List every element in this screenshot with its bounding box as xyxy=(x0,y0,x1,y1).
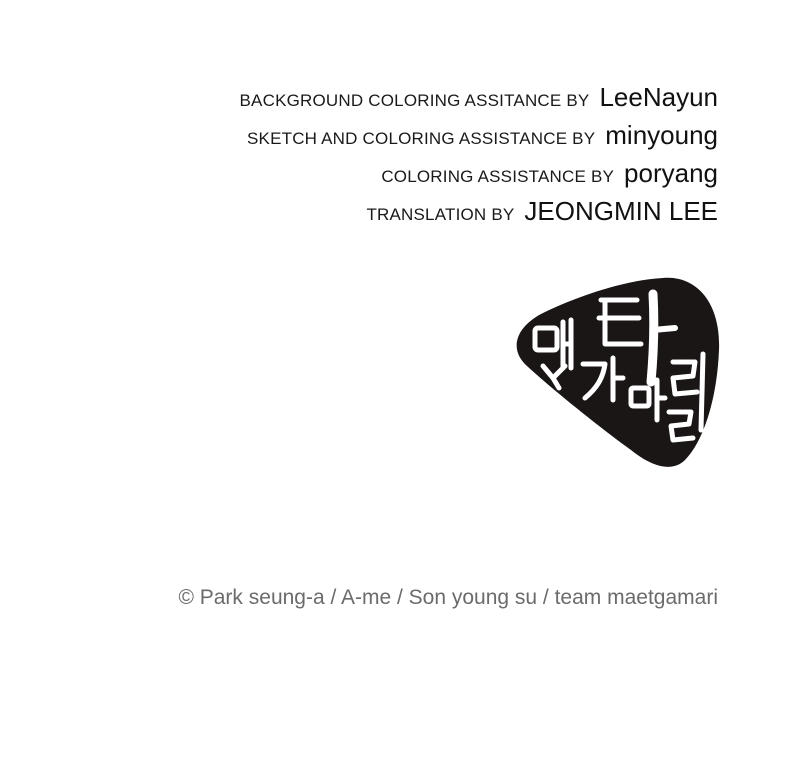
credit-role: TRANSLATION BY xyxy=(366,205,515,224)
credit-coloring xyxy=(381,158,718,196)
credit-role: SKETCH AND COLORING ASSISTANCE BY xyxy=(247,129,596,148)
credit-background-coloring xyxy=(240,82,718,120)
credit-name: LeeNayun xyxy=(599,82,718,112)
credits-list xyxy=(240,82,718,234)
credit-name: minyoung xyxy=(605,120,718,150)
credit-sketch-coloring xyxy=(247,120,718,158)
credit-name: poryang xyxy=(624,158,718,188)
credit-role: BACKGROUND COLORING ASSITANCE BY xyxy=(239,91,590,110)
credit-role: COLORING ASSISTANCE BY xyxy=(381,167,615,186)
copyright-notice: © Park seung-a / A-me / Son young su / team maetgamari xyxy=(178,586,718,609)
maetgamari-logo-icon xyxy=(513,270,723,470)
credit-translation xyxy=(366,196,718,234)
credit-name: JEONGMIN LEE xyxy=(524,196,718,226)
